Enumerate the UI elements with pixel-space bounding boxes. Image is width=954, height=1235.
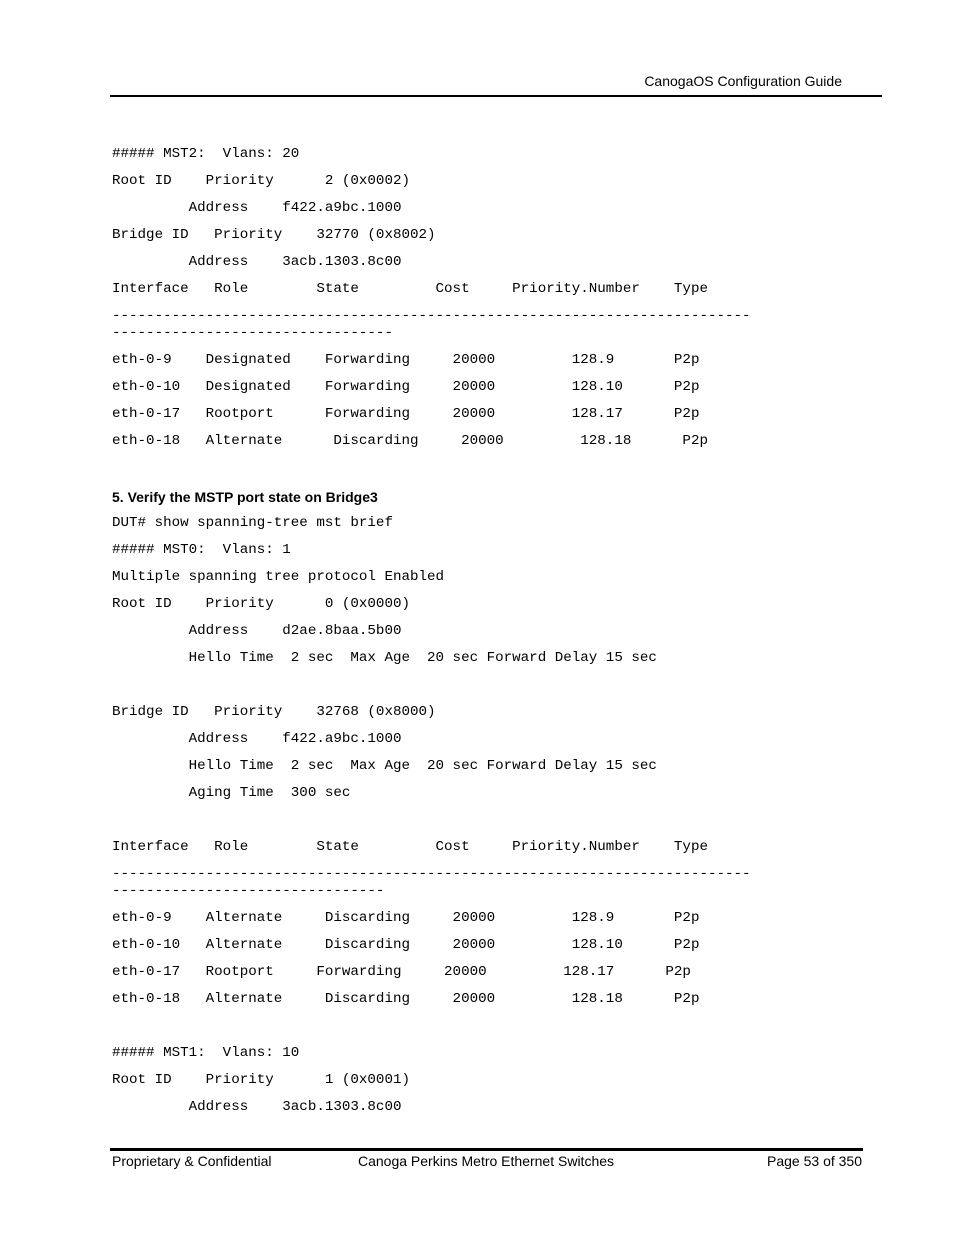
cli-line: eth-0-17 Rootport Forwarding 20000 128.17 P2p bbox=[112, 406, 700, 422]
cli-line: Root ID Priority 2 (0x0002) bbox=[112, 173, 410, 189]
cli-line: eth-0-18 Alternate Discarding 20000 128.18 P2p bbox=[112, 991, 700, 1007]
cli-line: --------------------------------- bbox=[112, 325, 393, 341]
cli-line: Address d2ae.8baa.5b00 bbox=[112, 623, 402, 639]
cli-line: ##### MST2: Vlans: 20 bbox=[112, 146, 300, 162]
header-rule bbox=[110, 95, 882, 97]
cli-line: ##### MST0: Vlans: 1 bbox=[112, 542, 291, 558]
cli-line: Bridge ID Priority 32770 (0x8002) bbox=[112, 227, 436, 243]
footer-rule bbox=[110, 1148, 863, 1151]
cli-line: Interface Role State Cost Priority.Number Type bbox=[112, 281, 708, 297]
cli-line: Address 3acb.1303.8c00 bbox=[112, 254, 402, 270]
cli-line: eth-0-17 Rootport Forwarding 20000 128.17 P2p bbox=[112, 964, 691, 980]
cli-line: Hello Time 2 sec Max Age 20 sec Forward Delay 15 sec bbox=[112, 758, 657, 774]
cli-line: eth-0-9 Designated Forwarding 20000 128.9 P2p bbox=[112, 352, 700, 368]
footer-confidential: Proprietary & Confidential bbox=[112, 1153, 272, 1169]
cli-line: Interface Role State Cost Priority.Number Type bbox=[112, 839, 708, 855]
cli-line: Address 3acb.1303.8c00 bbox=[112, 1099, 402, 1115]
cli-line: Multiple spanning tree protocol Enabled bbox=[112, 569, 445, 585]
section-heading: 5. Verify the MSTP port state on Bridge3 bbox=[112, 489, 378, 505]
footer-page-number: Page 53 of 350 bbox=[767, 1153, 862, 1169]
cli-line: Address f422.a9bc.1000 bbox=[112, 731, 402, 747]
cli-line: eth-0-10 Designated Forwarding 20000 128.10 P2p bbox=[112, 379, 700, 395]
cli-line: DUT# show spanning-tree mst brief bbox=[112, 515, 393, 531]
cli-line: eth-0-18 Alternate Discarding 20000 128.18 P2p bbox=[112, 433, 708, 449]
cli-line: eth-0-10 Alternate Discarding 20000 128.10 P2p bbox=[112, 937, 700, 953]
cli-line: ##### MST1: Vlans: 10 bbox=[112, 1045, 300, 1061]
cli-line: Address f422.a9bc.1000 bbox=[112, 200, 402, 216]
cli-line: Bridge ID Priority 32768 (0x8000) bbox=[112, 704, 436, 720]
cli-line: --------------------------------------------------------------------------- bbox=[112, 866, 751, 882]
cli-line: eth-0-9 Alternate Discarding 20000 128.9 P2p bbox=[112, 910, 700, 926]
cli-line: Aging Time 300 sec bbox=[112, 785, 351, 801]
cli-line: Root ID Priority 0 (0x0000) bbox=[112, 596, 410, 612]
running-header-title: CanogaOS Configuration Guide bbox=[644, 73, 842, 89]
cli-line: Hello Time 2 sec Max Age 20 sec Forward Delay 15 sec bbox=[112, 650, 657, 666]
footer-product: Canoga Perkins Metro Ethernet Switches bbox=[358, 1153, 615, 1169]
cli-line: -------------------------------- bbox=[112, 883, 385, 899]
cli-line: --------------------------------------------------------------------------- bbox=[112, 308, 751, 324]
cli-line: Root ID Priority 1 (0x0001) bbox=[112, 1072, 410, 1088]
